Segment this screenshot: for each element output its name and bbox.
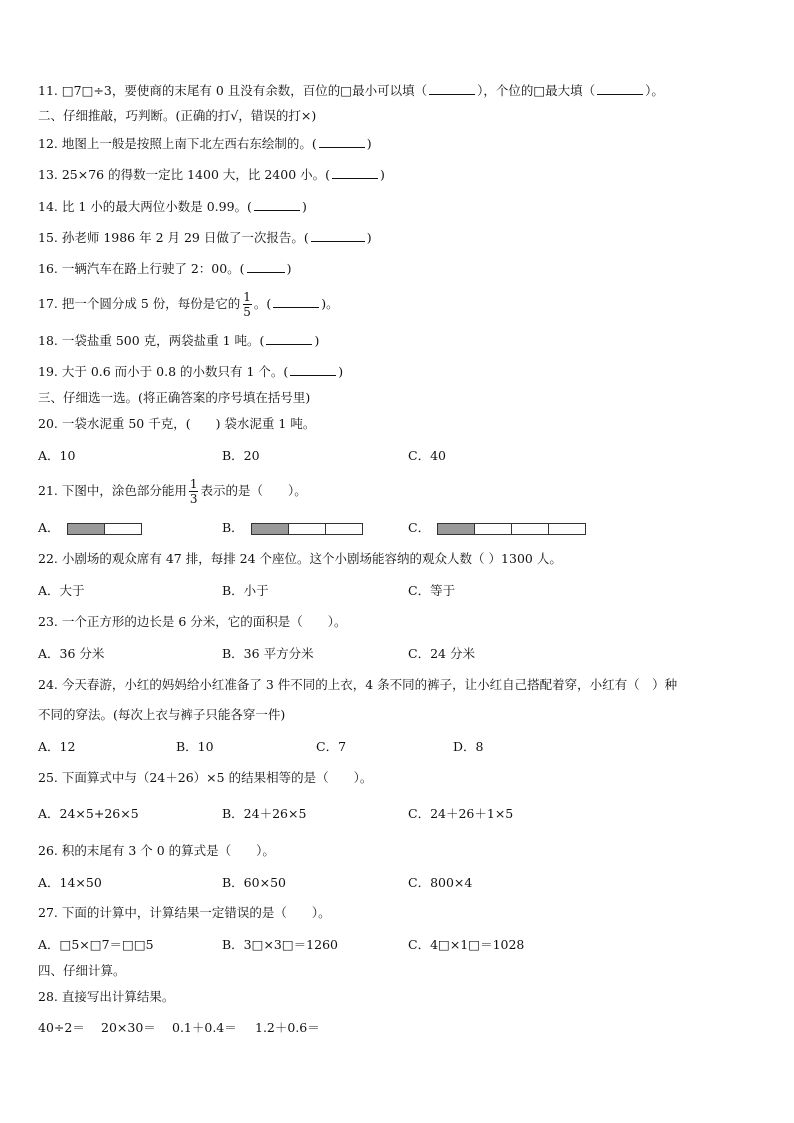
question-27: 27. 下面的计算中，计算结果一定错误的是（ ）。: [38, 905, 331, 920]
question-24: 24. 今天春游，小红的妈妈给小红准备了 3 件不同的上衣，4 条不同的裤子，让小红自己搭配着穿，小红有（ ）种: [38, 677, 678, 692]
option-b[interactable]: B．20: [222, 448, 260, 463]
option-c[interactable]: C．24＋26＋1×5: [408, 806, 514, 821]
option-c[interactable]: C．等于: [408, 583, 456, 598]
question-16: 16. 一辆汽车在路上行驶了 2：00。( ): [38, 261, 292, 276]
answer-blank[interactable]: [254, 199, 300, 211]
question-17: 17. 把一个圆分成 5 份，每份是它的 $\frac{1}{5}$ 。( )。: [38, 290, 339, 319]
option-a[interactable]: A．14×50: [38, 875, 102, 890]
calc-item[interactable]: 40÷2＝: [38, 1020, 85, 1035]
question-21: 21. 下图中，涂色部分能用 $\frac{1}{3}$ 表示的是（ ）。: [38, 477, 307, 506]
question-24-cont: 不同的穿法。(每次上衣与裤子只能各穿一件): [38, 707, 286, 722]
question-12: 12. 地图上一般是按照上南下北左西右东绘制的。( ): [38, 136, 372, 151]
question-18: 18. 一袋盐重 500 克，两袋盐重 1 吨。( ): [38, 333, 320, 348]
calc-item[interactable]: 20×30＝: [101, 1020, 156, 1035]
question-23: 23. 一个正方形的边长是 6 分米，它的面积是（ ）。: [38, 614, 347, 629]
option-a[interactable]: A．36 分米: [38, 646, 105, 661]
option-a[interactable]: A．12: [38, 739, 76, 754]
question-25: 25. 下面算式中与（24＋26）×5 的结果相等的是（ ）。: [38, 770, 373, 785]
answer-blank[interactable]: [319, 136, 365, 148]
option-b[interactable]: B．24＋26×5: [222, 806, 307, 821]
question-20: 20. 一袋水泥重 50 千克，( ) 袋水泥重 1 吨。: [38, 416, 316, 431]
question-22: 22. 小剧场的观众席有 47 排，每排 24 个座位。这个小剧场能容纳的观众人数（ ）1300 人。: [38, 551, 562, 566]
question-11: 11. □7□÷3，要使商的末尾有 0 且没有余数，百位的□最小可以填（ ），个位的□最大填（ ）。: [38, 83, 664, 98]
option-b[interactable]: B．3□×3□＝1260: [222, 937, 338, 952]
question-15: 15. 孙老师 1986 年 2 月 29 日做了一次报告。( ): [38, 230, 372, 245]
question-26: 26. 积的末尾有 3 个 0 的算式是（ ）。: [38, 843, 275, 858]
question-19: 19. 大于 0.6 而小于 0.8 的小数只有 1 个。( ): [38, 364, 344, 379]
option-c[interactable]: C．: [408, 520, 586, 536]
answer-blank[interactable]: [429, 83, 475, 95]
fraction-one-fifth: $\frac{1}{5}$: [243, 290, 251, 319]
option-b[interactable]: B．: [222, 520, 363, 536]
option-b[interactable]: B．小于: [222, 583, 269, 598]
option-a[interactable]: A．10: [38, 448, 76, 463]
fraction-one-third: $\frac{1}{3}$: [189, 477, 198, 506]
question-14: 14. 比 1 小的最大两位小数是 0.99。( ): [38, 199, 307, 214]
option-c[interactable]: C．40: [408, 448, 446, 463]
option-c[interactable]: C．800×4: [408, 875, 473, 890]
option-a[interactable]: A．大于: [38, 583, 85, 598]
answer-blank[interactable]: [597, 83, 643, 95]
calc-item[interactable]: 1.2＋0.6＝: [255, 1020, 320, 1035]
option-a[interactable]: A．: [38, 520, 142, 536]
option-a[interactable]: A．24×5+26×5: [38, 806, 139, 821]
bar-diagram-quarters: [438, 523, 586, 535]
answer-blank[interactable]: [311, 230, 365, 242]
option-c[interactable]: C．24 分米: [408, 646, 475, 661]
answer-blank[interactable]: [247, 261, 285, 273]
bar-diagram-thirds: [252, 523, 363, 535]
question-28: 28. 直接写出计算结果。: [38, 989, 175, 1004]
question-13: 13. 25×76 的得数一定比 1400 大，比 2400 小。( ): [38, 167, 385, 182]
answer-blank[interactable]: [290, 364, 336, 376]
answer-blank[interactable]: [332, 167, 378, 179]
answer-blank[interactable]: [266, 333, 312, 345]
option-c[interactable]: C．7: [316, 739, 347, 754]
option-b[interactable]: B．36 平方分米: [222, 646, 314, 661]
calc-item[interactable]: 0.1＋0.4＝: [172, 1020, 237, 1035]
section-4-heading: 四、仔细计算。: [38, 963, 126, 978]
option-b[interactable]: B．10: [176, 739, 214, 754]
bar-diagram-halves: [68, 523, 142, 535]
option-d[interactable]: D．8: [453, 739, 484, 754]
option-b[interactable]: B．60×50: [222, 875, 286, 890]
section-2-heading: 二、仔细推敲，巧判断。(正确的打√，错误的打×): [38, 108, 317, 123]
section-3-heading: 三、仔细选一选。(将正确答案的序号填在括号里): [38, 390, 311, 405]
option-a[interactable]: A．□5×□7＝□□5: [38, 937, 154, 952]
option-c[interactable]: C．4□×1□＝1028: [408, 937, 525, 952]
answer-blank[interactable]: [273, 296, 319, 308]
